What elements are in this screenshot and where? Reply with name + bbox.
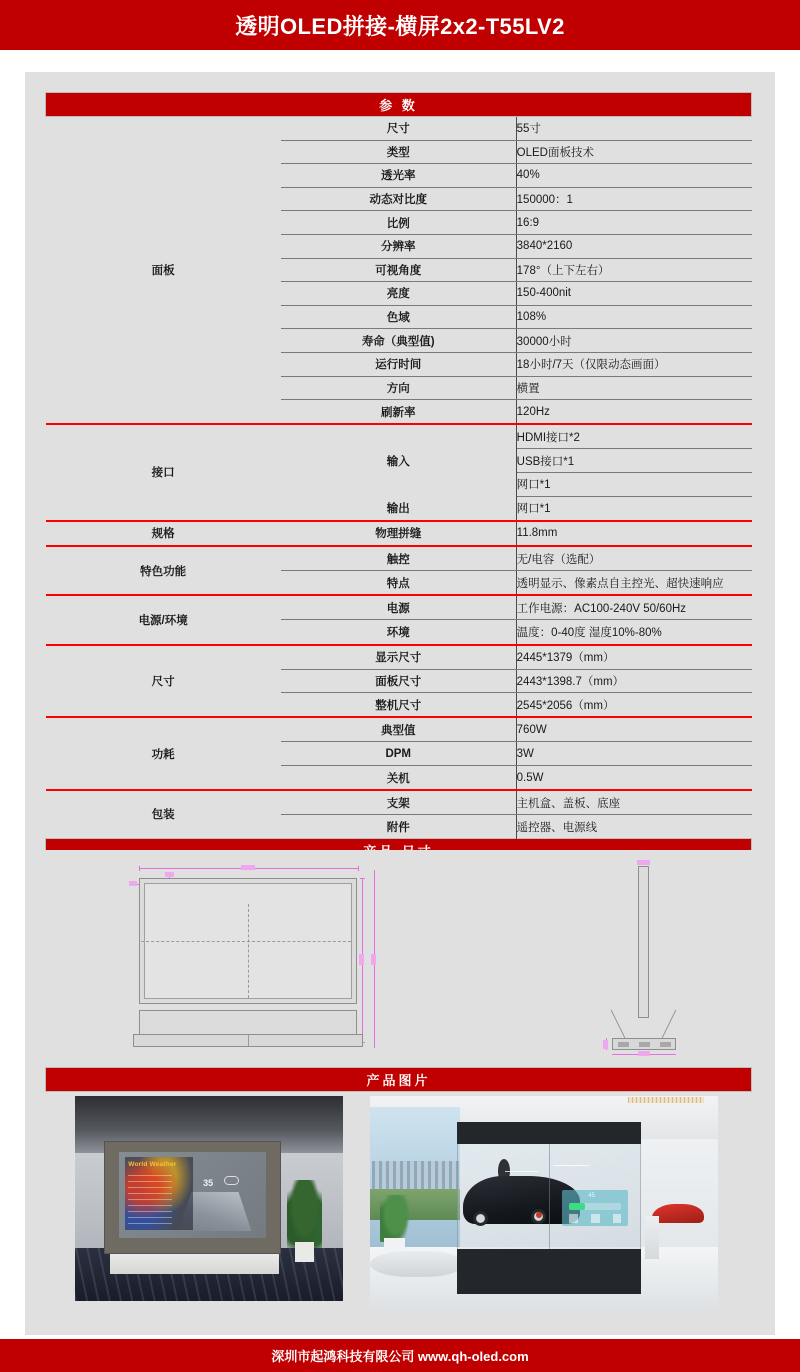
dimension-label-foot-depth (638, 1051, 650, 1056)
table-row (46, 547, 752, 571)
spec-value: 178°（上下左右） (516, 258, 751, 282)
spec-key: 方向 (281, 376, 516, 400)
spec-key: 物理拼缝 (281, 522, 516, 546)
spec-key: 关机 (281, 766, 516, 790)
dimension-label-left (129, 881, 137, 886)
group-label-interface: 接口 (151, 467, 175, 480)
product-photos (45, 1090, 752, 1318)
cloud-icon (224, 1176, 239, 1185)
spec-key: 特点 (281, 571, 516, 595)
plant (380, 1195, 411, 1242)
tile-divider-vertical (248, 904, 249, 998)
spec-value: 网口*1 (516, 503, 551, 516)
weather-data-rows (128, 1175, 172, 1227)
spec-key: 支架 (281, 791, 516, 815)
table-header-row (46, 93, 752, 117)
car-wheel-rear (473, 1211, 488, 1226)
spec-key: 色域 (281, 305, 516, 329)
table-row (46, 522, 752, 546)
hud-icon-row (569, 1214, 622, 1223)
base-plate-divider (248, 1035, 249, 1046)
spec-key: 比例 (281, 211, 516, 235)
spec-value: 无/电容（选配） (516, 547, 751, 571)
spec-key: 环境 (281, 620, 516, 644)
spec-value: 3W (516, 742, 751, 766)
photo-section-header-row (46, 1068, 752, 1092)
product-photo-showroom (370, 1096, 718, 1311)
display-column-outline (638, 866, 649, 1018)
spec-key: 显示尺寸 (281, 646, 516, 670)
spec-value: HDMI接口*2 (516, 425, 751, 449)
dimension-label-height-outer (371, 954, 376, 965)
spec-key: 触控 (281, 547, 516, 571)
hud-progress-bar (569, 1203, 622, 1210)
spec-value: 透明显示、像素点自主控光、超快速响应 (516, 577, 724, 590)
spec-value: USB接口*1 (516, 449, 751, 473)
dimension-label-thickness (637, 860, 650, 865)
spec-value: 55寸 (516, 117, 751, 141)
dimension-label-height-inner (359, 954, 364, 965)
spec-value: 温度：0-40度 湿度10%-80% (516, 627, 662, 640)
ceiling-grille (628, 1097, 705, 1102)
showroom-pillar (645, 1216, 659, 1259)
company-info: 深圳市起鸿科技有限公司 www.qh-oled.com (271, 1349, 529, 1364)
group-label-features: 特色功能 (140, 565, 187, 578)
product-photo-office (75, 1096, 343, 1301)
background-red-car (652, 1204, 704, 1223)
group-label-power-environment: 电源/环境 (138, 614, 188, 627)
spec-key: 类型 (281, 140, 516, 164)
hud-panel (562, 1190, 628, 1226)
dimension-label-width (241, 865, 255, 870)
screen-bezel-top (457, 1122, 641, 1144)
spec-key: 刷新率 (281, 400, 516, 424)
spec-key: 寿命（典型值) (281, 329, 516, 353)
screen-bezel-bottom (457, 1249, 641, 1294)
table-row (46, 596, 752, 620)
spec-key: 运行时间 (281, 352, 516, 376)
photo-section-header: 产品图片 (46, 1068, 752, 1092)
display-outline (139, 878, 357, 1004)
tile-divider-horizontal (141, 941, 351, 942)
spec-key: 典型值 (281, 718, 516, 742)
foot-mark (618, 1042, 629, 1047)
group-label-panel: 面板 (151, 265, 175, 278)
stand-foot-outline (612, 1038, 676, 1050)
page-title: 透明OLED拼接-横屏2x2-T55LV2 (235, 13, 565, 39)
spec-value: 16:9 (516, 211, 751, 235)
spec-value: 18小时/7天（仅限动态画面） (516, 352, 751, 376)
spec-key: 分辨率 (281, 234, 516, 258)
foot-mark (660, 1042, 671, 1047)
table-row (46, 791, 752, 815)
spec-value: 11.8mm (516, 527, 558, 540)
specification-table (45, 92, 752, 863)
transparent-screen (119, 1152, 266, 1238)
dimension-tick (358, 866, 359, 871)
group-label-spec: 规格 (151, 528, 175, 541)
transparent-screen (457, 1122, 641, 1294)
dimension-tick (139, 866, 140, 871)
spec-value: 遥控器、电源线 (516, 821, 598, 834)
spec-key: 透光率 (281, 164, 516, 188)
spec-value: 150-400nit (516, 282, 751, 306)
table-row (46, 425, 752, 449)
spec-value: 2445*1379（mm） (516, 646, 751, 670)
spec-key: 整机尺寸 (281, 693, 516, 717)
spec-value: 30000小时 (516, 329, 751, 353)
spec-key: 附件 (281, 815, 516, 839)
product-dimension-drawings (45, 850, 752, 1062)
spec-key: 亮度 (281, 282, 516, 306)
content-panel (25, 72, 775, 1335)
table-row (46, 718, 752, 742)
hud-progress-fill (569, 1203, 586, 1210)
table-row (46, 117, 752, 141)
spec-value: 2545*2056（mm） (516, 699, 615, 712)
spec-key: 面板尺寸 (281, 669, 516, 693)
spec-value: 工作电源：AC100-240V 50/60Hz (516, 596, 751, 620)
parameters-header: 参 数 (46, 93, 752, 117)
dimension-label-foot-height (603, 1040, 608, 1049)
planter (295, 1242, 314, 1263)
spec-value: 40% (516, 164, 751, 188)
callout-line (553, 1165, 589, 1166)
spec-value: 2443*1398.7（mm） (516, 669, 751, 693)
overlay-title: World Weather (128, 1160, 177, 1168)
front-elevation-drawing (129, 862, 379, 1052)
hud-value: 45 (588, 1193, 595, 1200)
title-banner (0, 0, 800, 50)
overlay-temperature: 35 (203, 1177, 214, 1188)
display-active-area (144, 883, 352, 999)
side-elevation-drawing (600, 860, 690, 1056)
table-row (46, 646, 752, 670)
spec-value: 150000：1 (516, 187, 751, 211)
plant (287, 1180, 322, 1248)
spec-key: 电源 (281, 596, 516, 620)
spec-key: DPM (281, 742, 516, 766)
group-label-power-consumption: 功耗 (151, 748, 175, 761)
spec-value: 3840*2160 (516, 234, 751, 258)
spec-key: 输出 (281, 496, 516, 520)
screen-tile-divider (549, 1144, 550, 1249)
spec-key: 输入 (281, 425, 516, 496)
group-label-size: 尺寸 (151, 675, 175, 688)
spec-key: 动态对比度 (281, 187, 516, 211)
photo-section-header-table (45, 1067, 752, 1092)
spec-value: 760W (516, 718, 751, 742)
spec-value: 横置 (516, 376, 751, 400)
spec-value: 网口*1 (516, 472, 751, 496)
callout-line (505, 1171, 538, 1172)
spec-key: 可视角度 (281, 258, 516, 282)
footer-banner (0, 1339, 800, 1372)
spec-value: OLED面板技术 (516, 140, 751, 164)
turntable-podium (370, 1251, 464, 1277)
display-frame (104, 1141, 281, 1254)
dimension-tick (360, 878, 365, 879)
spec-value: 主机盒、盖板、底座 (516, 791, 751, 815)
spec-key: 尺寸 (281, 117, 516, 141)
dimension-label-inner (165, 872, 174, 877)
spec-value: 0.5W (516, 771, 544, 784)
spec-value: 108% (516, 305, 751, 329)
group-label-packaging: 包装 (151, 809, 175, 822)
foot-mark (639, 1042, 650, 1047)
spec-value: 120Hz (516, 405, 550, 418)
base-plate-outline (133, 1034, 363, 1047)
